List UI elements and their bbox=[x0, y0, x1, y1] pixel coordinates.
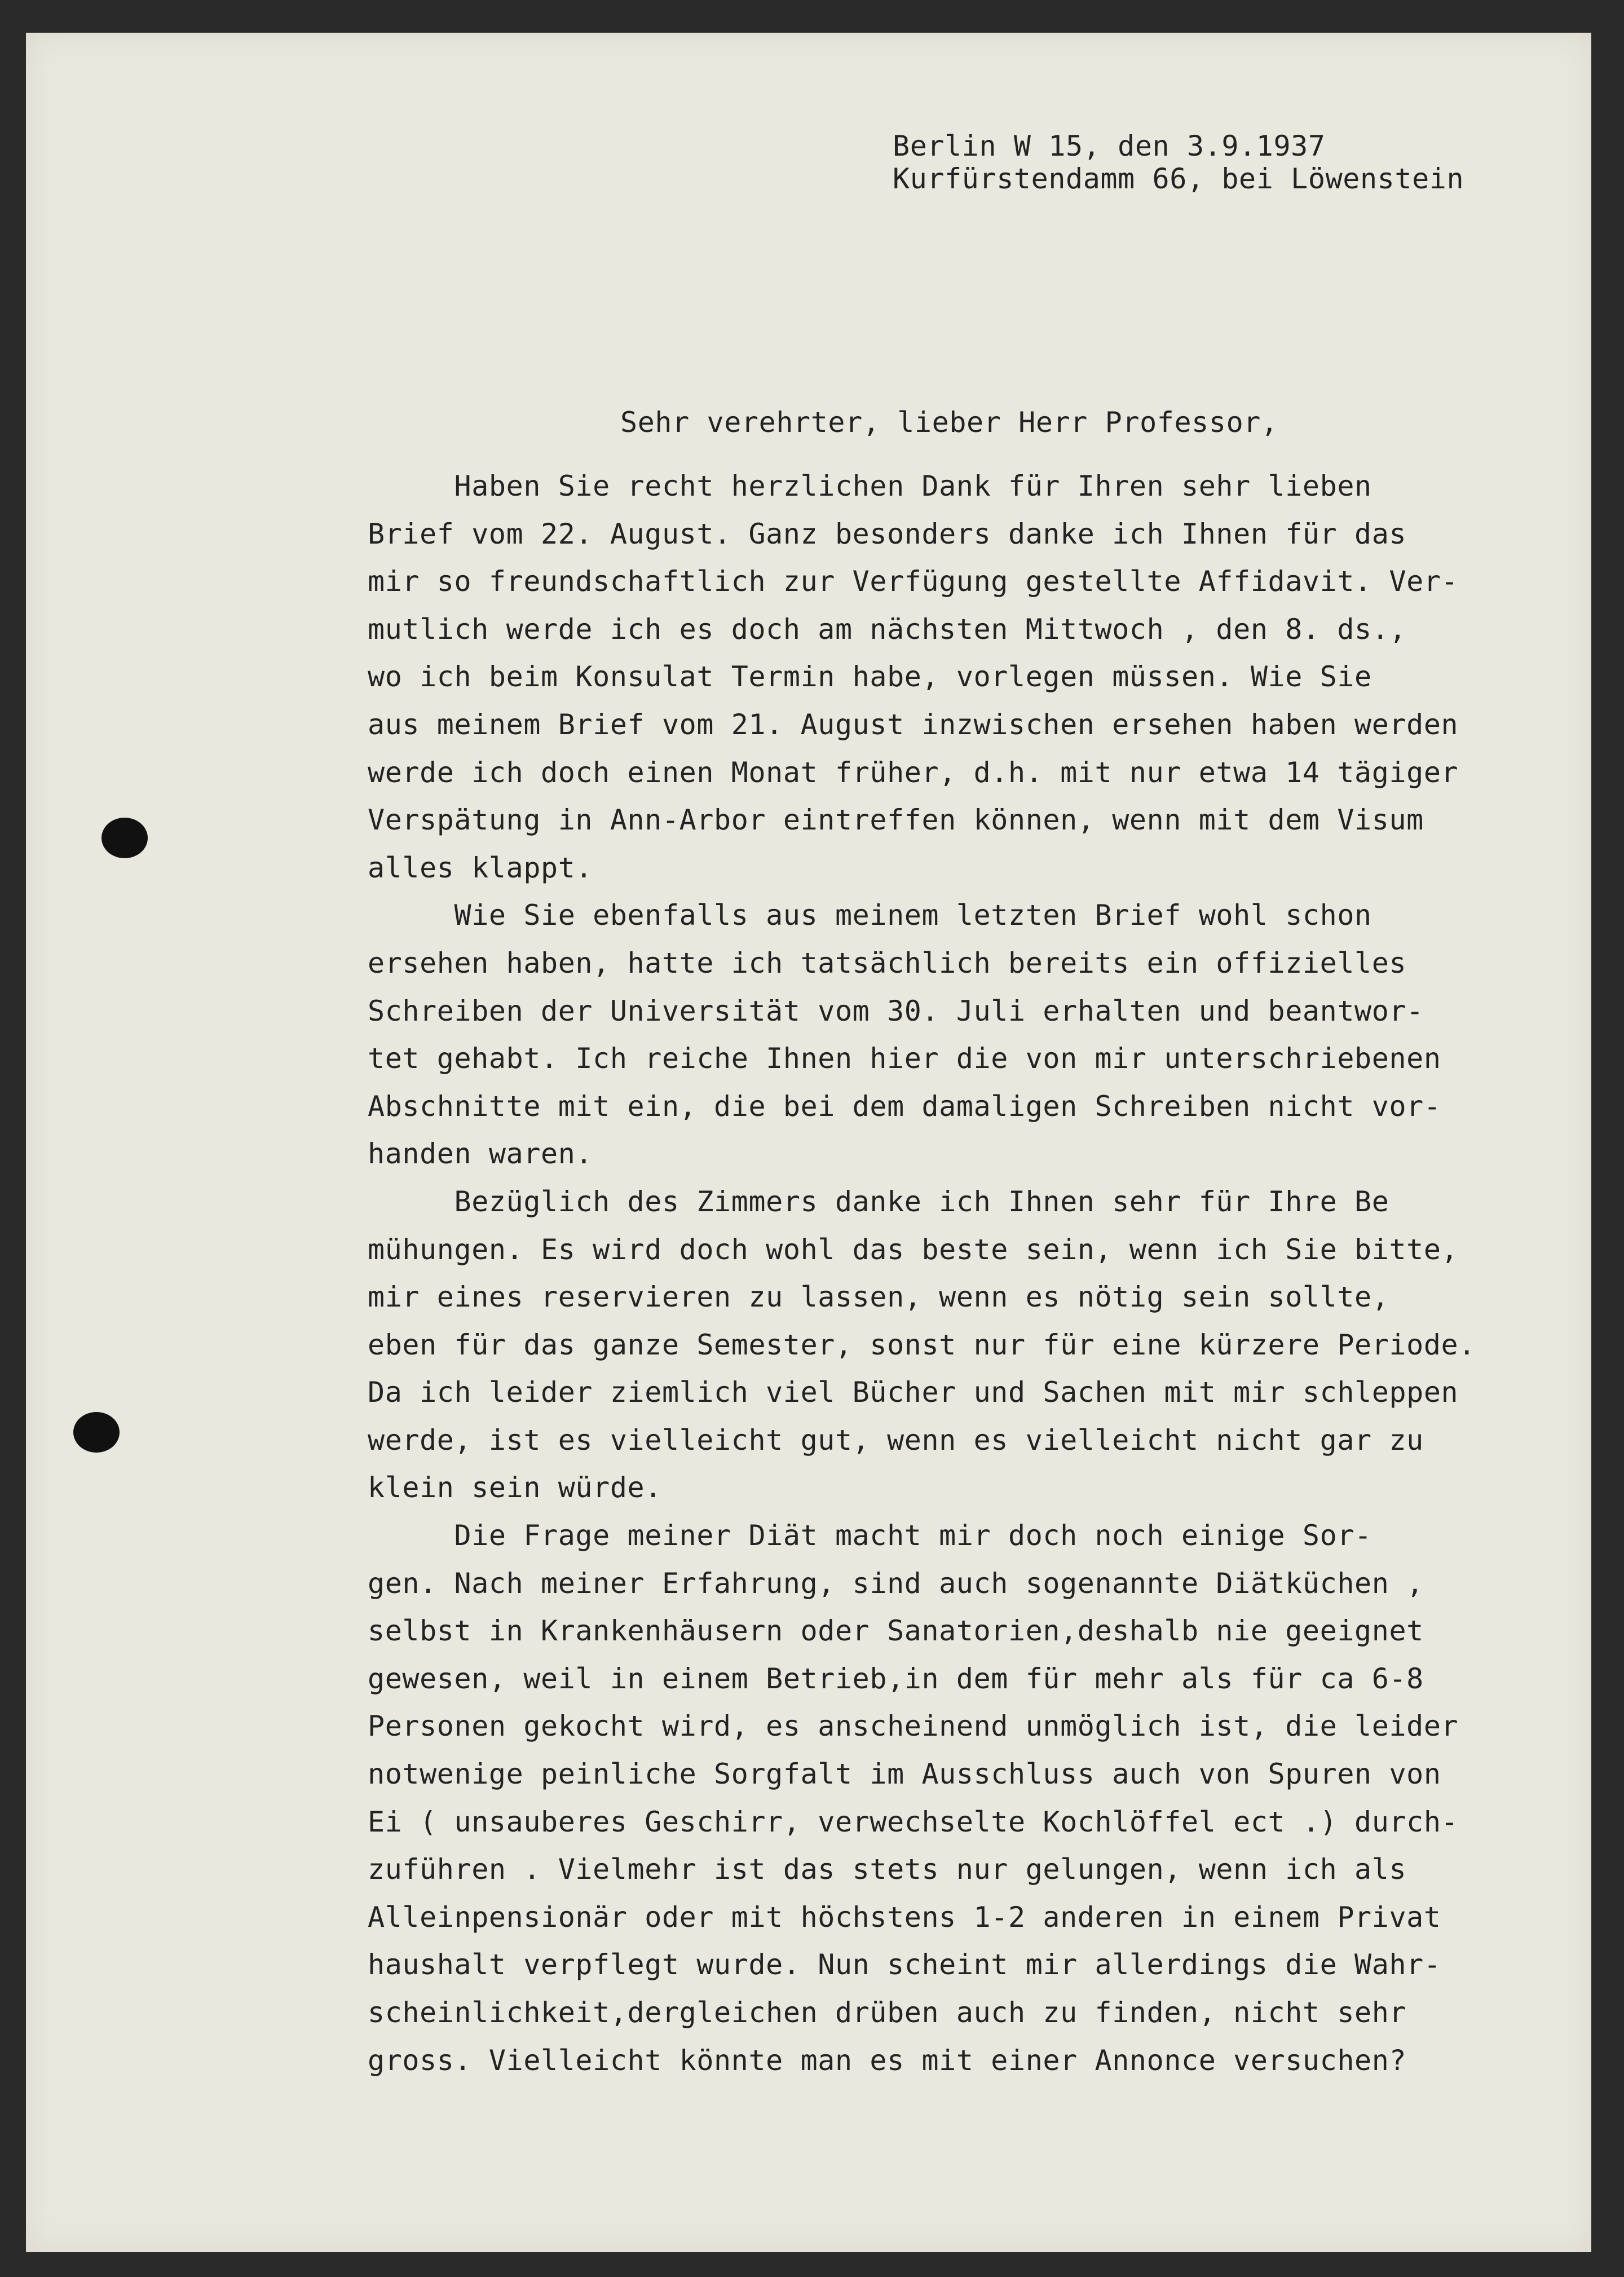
body-line: tet gehabt. Ich reiche Ihnen hier die von mir unterschriebenen bbox=[368, 1042, 1441, 1075]
body-line: selbst in Krankenhäusern oder Sanatorien,deshalb nie geeignet bbox=[368, 1614, 1424, 1648]
body-line: Haben Sie recht herzlichen Dank für Ihren sehr lieben bbox=[368, 470, 1372, 502]
body-line: klein sein würde. bbox=[368, 1471, 662, 1504]
body-line: ersehen haben, hatte ich tatsächlich bereits ein offizielles bbox=[368, 946, 1407, 979]
body-line: scheinlichkeit,dergleichen drüben auch zu finden, nicht sehr bbox=[368, 1996, 1407, 2029]
place-date: Berlin W 15, den 3.9.1937 bbox=[893, 130, 1326, 162]
body-line: Personen gekocht wird, es anscheinend unmöglich ist, die leider bbox=[368, 1710, 1459, 1743]
body-line: Wie Sie ebenfalls aus meinem letzten Brief wohl schon bbox=[368, 899, 1372, 932]
body-line: mühungen. Es wird doch wohl das beste sein, wenn ich Sie bitte, bbox=[368, 1233, 1459, 1266]
body-line: Brief vom 22. August. Ganz besonders danke ich Ihnen für das bbox=[368, 517, 1407, 550]
sender-address: Kurfürstendamm 66, bei Löwenstein bbox=[893, 162, 1464, 195]
letter-body bbox=[368, 462, 1476, 2084]
salutation: Sehr verehrter, lieber Herr Professor, bbox=[620, 406, 1278, 439]
body-line: notwenige peinliche Sorgfalt im Ausschluss auch von Spuren von bbox=[368, 1758, 1441, 1791]
body-line: Bezüglich des Zimmers danke ich Ihnen sehr für Ihre Be bbox=[368, 1185, 1389, 1218]
body-line: wo ich beim Konsulat Termin habe, vorlegen müssen. Wie Sie bbox=[368, 660, 1372, 694]
body-line: handen waren. bbox=[368, 1137, 593, 1171]
body-line: Ei ( unsauberes Geschirr, verwechselte Kochlöffel ect .) durch- bbox=[368, 1805, 1459, 1838]
body-line: aus meinem Brief vom 21. August inzwischen ersehen haben werden bbox=[368, 708, 1459, 741]
letter-header bbox=[893, 130, 1464, 195]
body-line: mir so freundschaftlich zur Verfügung gestellte Affidavit. Ver- bbox=[368, 565, 1459, 598]
punch-hole-upper bbox=[102, 818, 148, 858]
body-line: mutlich werde ich es doch am nächsten Mittwoch , den 8. ds., bbox=[368, 612, 1407, 646]
punch-hole-lower bbox=[73, 1412, 120, 1453]
body-line: zuführen . Vielmehr ist das stets nur gelungen, wenn ich als bbox=[368, 1853, 1407, 1886]
body-line: gen. Nach meiner Erfahrung, sind auch sogenannte Diätküchen , bbox=[368, 1566, 1424, 1600]
body-line: gross. Vielleicht könnte man es mit einer Annonce versuchen? bbox=[368, 2044, 1407, 2077]
body-line: mir eines reservieren zu lassen, wenn es nötig sein sollte, bbox=[368, 1281, 1389, 1314]
body-line: haushalt verpflegt wurde. Nun scheint mir allerdings die Wahr- bbox=[368, 1948, 1441, 1982]
body-line: Da ich leider ziemlich viel Bücher und Sachen mit mir schleppen bbox=[368, 1376, 1459, 1409]
body-line: werde, ist es vielleicht gut, wenn es vielleicht nicht gar zu bbox=[368, 1423, 1424, 1457]
body-line: gewesen, weil in einem Betrieb,in dem für mehr als für ca 6-8 bbox=[368, 1662, 1424, 1695]
body-line: werde ich doch einen Monat früher, d.h. mit nur etwa 14 tägiger bbox=[368, 756, 1459, 789]
body-line: Verspätung in Ann-Arbor eintreffen können, wenn mit dem Visum bbox=[368, 804, 1424, 837]
body-line: alles klappt. bbox=[368, 851, 593, 884]
body-line: Alleinpensionär oder mit höchstens 1-2 anderen in einem Privat bbox=[368, 1900, 1441, 1934]
body-line: Abschnitte mit ein, die bei dem damaligen Schreiben nicht vor- bbox=[368, 1089, 1441, 1123]
body-line: Die Frage meiner Diät macht mir doch noch einige Sor- bbox=[368, 1519, 1372, 1552]
body-line: Schreiben der Universität vom 30. Juli erhalten und beantwor- bbox=[368, 994, 1424, 1027]
body-line: eben für das ganze Semester, sonst nur für eine kürzere Periode. bbox=[368, 1328, 1476, 1361]
